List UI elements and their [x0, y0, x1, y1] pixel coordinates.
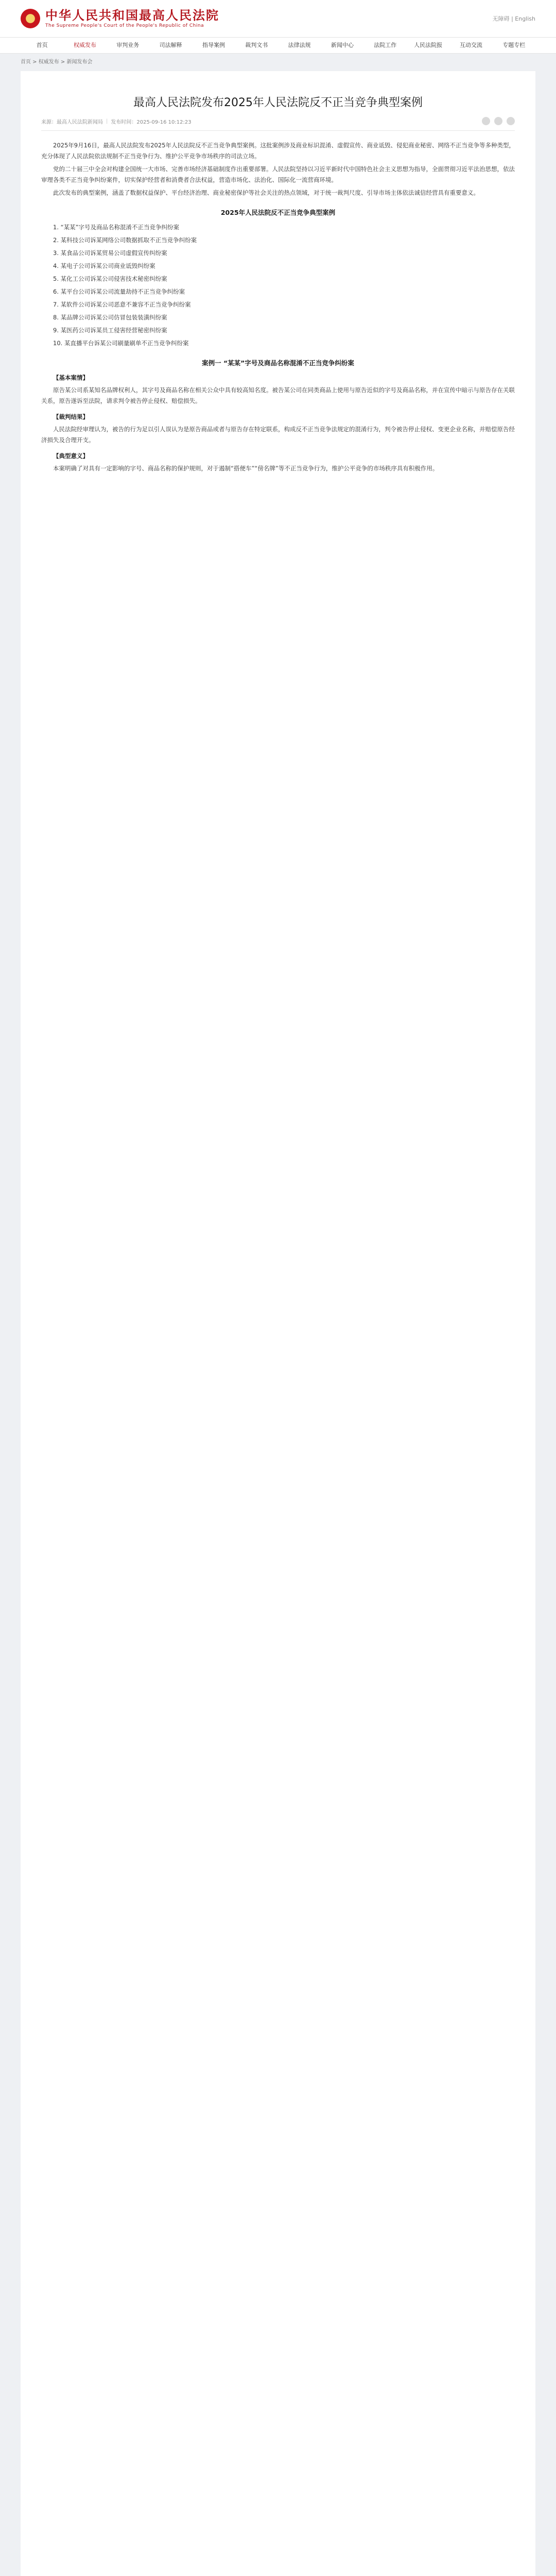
- breadcrumb-home[interactable]: 首页: [21, 59, 31, 65]
- share-icon[interactable]: [507, 117, 515, 125]
- case-list-heading: 2025年人民法院反不正当竞争典型案例: [220, 209, 336, 216]
- main-nav: [0, 38, 556, 54]
- intro-paragraph: 2025年9月16日，最高人民法院发布2025年人民法院反不正当竞争典型案例。这批案例涉及商业标识混淆、虚假宣传、商业诋毁、侵犯商业秘密、网络不正当竞争等多种类型，充分体现了人民法院依法规制不正当竞争行为、维护公平竞争市场秩序的司法立场。: [41, 142, 515, 160]
- header-tools[interactable]: 无障碍 | English: [492, 15, 535, 22]
- case-section-label: 【裁判结果】: [53, 413, 89, 420]
- site-name: 中华人民共和国最高人民法院: [45, 7, 219, 23]
- article-tools: [482, 117, 515, 125]
- nav-item[interactable]: 司法解释: [159, 42, 182, 48]
- case-list-item: 1. “某某”字号及商品名称混淆不正当竞争纠纷案: [53, 224, 180, 231]
- nav-item[interactable]: 新闻中心: [331, 42, 354, 48]
- article-meta: 来源：最高人民法院新闻局 | 发布时间：2025-09-16 10:12:23: [41, 117, 515, 131]
- court-emblem-icon: [21, 9, 40, 28]
- case-list-item: 5. 某化工公司诉某公司侵害技术秘密纠纷案: [53, 275, 167, 282]
- breadcrumb-sub[interactable]: 新闻发布会: [66, 59, 93, 65]
- site-header: [0, 0, 556, 38]
- case-section-label: 【基本案情】: [53, 374, 89, 381]
- case-section-text: 原告某公司系某知名品牌权利人，其字号及商品名称在相关公众中具有较高知名度。被告某公司在同类商品上使用与原告近似的字号及商品名称，并在宣传中暗示与原告存在关联关系，原告遂诉至法院，请求判令被告停止侵权、赔偿损失。: [41, 386, 515, 404]
- print-icon[interactable]: [494, 117, 502, 125]
- nav-item[interactable]: 裁判文书: [245, 42, 268, 48]
- case-heading: 案例一 “某某”字号及商品名称混淆不正当竞争纠纷案: [202, 359, 354, 367]
- nav-item[interactable]: 首页: [36, 42, 48, 48]
- nav-item[interactable]: 指导案例: [202, 42, 225, 48]
- article-body: [41, 140, 515, 474]
- case-section-text: 本案明确了对具有一定影响的字号、商品名称的保护规则，对于遏制“搭便车”“傍名牌”等不正当竞争行为，维护公平竞争的市场秩序具有积极作用。: [53, 465, 439, 472]
- nav-item[interactable]: 人民法院报: [414, 42, 443, 48]
- nav-item[interactable]: 审判业务: [116, 42, 140, 48]
- nav-item[interactable]: 法院工作: [374, 42, 397, 48]
- nav-item[interactable]: 权威发布: [73, 42, 96, 48]
- nav-item[interactable]: 专题专栏: [502, 42, 526, 48]
- font-size-icon[interactable]: [482, 117, 490, 125]
- case-list-item: 9. 某医药公司诉某员工侵害经营秘密纠纷案: [53, 327, 167, 334]
- case-list-item: 8. 某品牌公司诉某公司仿冒包装装潢纠纷案: [53, 314, 167, 321]
- intro-paragraph: 此次发布的典型案例，涵盖了数据权益保护、平台经济治理、商业秘密保护等社会关注的热点领域，对于统一裁判尺度、引导市场主体依法诚信经营具有重要意义。: [53, 189, 479, 196]
- article-title: 最高人民法院发布2025年人民法院反不正当竞争典型案例: [133, 96, 423, 109]
- case-list-item: 2. 某科技公司诉某网络公司数据抓取不正当竞争纠纷案: [53, 236, 197, 244]
- case-list-item: 6. 某平台公司诉某公司流量劫持不正当竞争纠纷案: [53, 288, 185, 295]
- article-date: 发布时间：2025-09-16 10:12:23: [111, 119, 192, 125]
- case-list-item: 4. 某电子公司诉某公司商业诋毁纠纷案: [53, 262, 155, 269]
- case-list-item: 3. 某食品公司诉某贸易公司虚假宣传纠纷案: [53, 249, 167, 257]
- case-list-item: 7. 某软件公司诉某公司恶意不兼容不正当竞争纠纷案: [53, 301, 191, 308]
- site-brand[interactable]: [45, 9, 219, 28]
- case-section-label: 【典型意义】: [53, 452, 89, 460]
- case-section-text: 人民法院经审理认为，被告的行为足以引人误认为是原告商品或者与原告存在特定联系，构成反不正当竞争法规定的混淆行为，判令被告停止侵权、变更企业名称，并赔偿原告经济损失及合理开支。: [41, 426, 515, 444]
- breadcrumb-section[interactable]: 权威发布: [38, 59, 59, 65]
- article-source: 来源：最高人民法院新闻局: [41, 119, 103, 125]
- site-subtitle: The Supreme People's Court of the People's Republic of China: [45, 23, 204, 29]
- case-list-item: 10. 某直播平台诉某公司刷量刷单不正当竞争纠纷案: [53, 340, 189, 347]
- nav-item[interactable]: 法律法规: [288, 42, 311, 48]
- intro-paragraph: 党的二十届三中全会对构建全国统一大市场、完善市场经济基础制度作出重要部署。人民法院坚持以习近平新时代中国特色社会主义思想为指导，全面贯彻习近平法治思想，依法审理各类不正当竞争纠纷案件，切实保护经营者和消费者合法权益，营造市场化、法治化、国际化一流营商环境。: [41, 165, 515, 183]
- article: [21, 71, 535, 2576]
- nav-item[interactable]: 互动交流: [459, 42, 482, 48]
- breadcrumb: 首页 > 权威发布 > 新闻发布会: [21, 59, 93, 65]
